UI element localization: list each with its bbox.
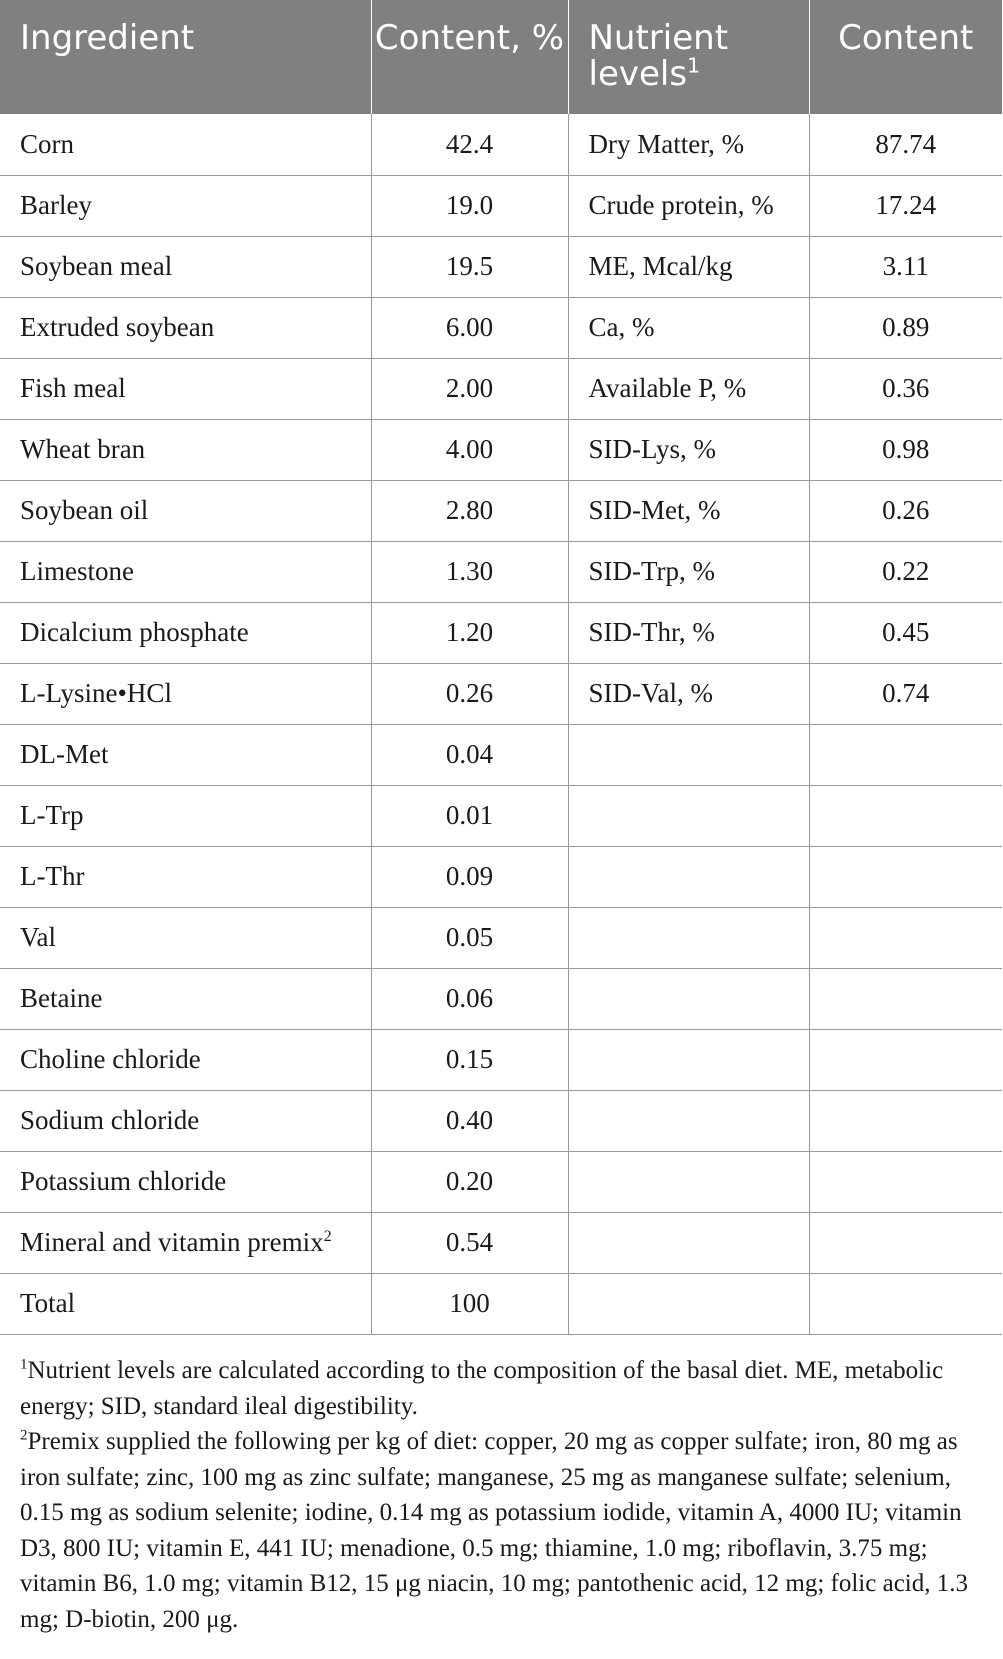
cell-content-percent: 0.20 — [371, 1151, 568, 1212]
cell-ingredient: Potassium chloride — [0, 1151, 371, 1212]
table-row — [0, 114, 1002, 175]
table-row — [0, 1029, 1002, 1090]
header-nutrient-levels: Nutrient levels$^1$ — [568, 0, 809, 114]
table-row — [0, 846, 1002, 907]
cell-ingredient: DL-Met — [0, 724, 371, 785]
footnote-mark: 2 — [20, 1427, 28, 1444]
cell-nutrient — [568, 907, 809, 968]
table-row — [0, 541, 1002, 602]
header-content: Content — [809, 0, 1002, 114]
cell-content-percent: 6.00 — [371, 297, 568, 358]
cell-ingredient: Corn — [0, 114, 371, 175]
cell-nutrient — [568, 785, 809, 846]
cell-nutrient — [568, 968, 809, 1029]
cell-nutrient-content — [809, 785, 1002, 846]
cell-content-percent: 1.20 — [371, 602, 568, 663]
cell-content-percent: 0.04 — [371, 724, 568, 785]
footnote-text: Nutrient levels are calculated according to the composition of the basal diet. ME, metabolic energy; SID, standard ileal digestibility. — [20, 1357, 944, 1420]
cell-nutrient-content: 0.45 — [809, 602, 1002, 663]
cell-content-percent: 1.30 — [371, 541, 568, 602]
cell-content-percent: 19.5 — [371, 236, 568, 297]
table-row — [0, 602, 1002, 663]
cell-nutrient — [568, 1090, 809, 1151]
cell-content-percent: 42.4 — [371, 114, 568, 175]
cell-nutrient-content: 0.98 — [809, 419, 1002, 480]
cell-content-percent: 0.06 — [371, 968, 568, 1029]
cell-nutrient: Ca, % — [568, 297, 809, 358]
cell-nutrient — [568, 724, 809, 785]
cell-nutrient: ME, Mcal/kg — [568, 236, 809, 297]
cell-content-percent: 0.26 — [371, 663, 568, 724]
header-row — [0, 0, 1002, 114]
cell-content-percent: 4.00 — [371, 419, 568, 480]
cell-nutrient-content — [809, 907, 1002, 968]
cell-ingredient: Barley — [0, 175, 371, 236]
cell-ingredient: Limestone — [0, 541, 371, 602]
cell-content-percent: 0.01 — [371, 785, 568, 846]
cell-nutrient-content — [809, 846, 1002, 907]
cell-nutrient — [568, 1212, 809, 1273]
cell-ingredient: L-Thr — [0, 846, 371, 907]
table-row — [0, 358, 1002, 419]
cell-ingredient: Total — [0, 1273, 371, 1334]
cell-content-percent: 100 — [371, 1273, 568, 1334]
cell-nutrient: Available P, % — [568, 358, 809, 419]
cell-nutrient: SID-Lys, % — [568, 419, 809, 480]
cell-nutrient-content — [809, 1029, 1002, 1090]
cell-content-percent: 0.54 — [371, 1212, 568, 1273]
table-row — [0, 1212, 1002, 1273]
cell-content-percent: 0.05 — [371, 907, 568, 968]
cell-ingredient: Choline chloride — [0, 1029, 371, 1090]
cell-nutrient-content — [809, 1273, 1002, 1334]
table-row — [0, 1273, 1002, 1334]
cell-nutrient — [568, 1151, 809, 1212]
table-row — [0, 907, 1002, 968]
cell-ingredient: Wheat bran — [0, 419, 371, 480]
cell-content-percent: 0.09 — [371, 846, 568, 907]
cell-ingredient: Soybean meal — [0, 236, 371, 297]
table-row — [0, 419, 1002, 480]
cell-nutrient: SID-Thr, % — [568, 602, 809, 663]
cell-nutrient: Dry Matter, % — [568, 114, 809, 175]
cell-content-percent: 0.15 — [371, 1029, 568, 1090]
table-row — [0, 785, 1002, 846]
cell-nutrient — [568, 1029, 809, 1090]
cell-nutrient-content: 0.36 — [809, 358, 1002, 419]
cell-ingredient: L-Trp — [0, 785, 371, 846]
cell-content-percent: 0.40 — [371, 1090, 568, 1151]
cell-nutrient — [568, 1273, 809, 1334]
table-footnotes — [20, 1353, 1000, 1637]
cell-nutrient-content — [809, 968, 1002, 1029]
table-row — [0, 968, 1002, 1029]
cell-ingredient: Dicalcium phosphate — [0, 602, 371, 663]
cell-ingredient: L-Lysine•HCl — [0, 663, 371, 724]
footnote-1 — [20, 1353, 1000, 1424]
cell-nutrient: Crude protein, % — [568, 175, 809, 236]
cell-content-percent: 2.00 — [371, 358, 568, 419]
cell-ingredient: Soybean oil — [0, 480, 371, 541]
table-row — [0, 480, 1002, 541]
cell-content-percent: 2.80 — [371, 480, 568, 541]
header-content-percent: Content, % — [371, 0, 568, 114]
cell-nutrient: SID-Trp, % — [568, 541, 809, 602]
cell-nutrient-content — [809, 724, 1002, 785]
cell-nutrient-content — [809, 1090, 1002, 1151]
cell-ingredient: Betaine — [0, 968, 371, 1029]
footnote-mark: 1 — [20, 1356, 28, 1373]
cell-ingredient: Mineral and vitamin premix$^2$ — [0, 1212, 371, 1273]
cell-nutrient-content: 3.11 — [809, 236, 1002, 297]
footnote-2 — [20, 1424, 1000, 1637]
table-row — [0, 1151, 1002, 1212]
cell-nutrient: SID-Met, % — [568, 480, 809, 541]
cell-nutrient: SID-Val, % — [568, 663, 809, 724]
footnote-mark: 1 — [687, 53, 701, 78]
table-row — [0, 175, 1002, 236]
table-row — [0, 297, 1002, 358]
cell-nutrient-content: 0.22 — [809, 541, 1002, 602]
cell-ingredient: Fish meal — [0, 358, 371, 419]
cell-nutrient — [568, 846, 809, 907]
cell-nutrient-content: 87.74 — [809, 114, 1002, 175]
table-row — [0, 236, 1002, 297]
table-row — [0, 663, 1002, 724]
cell-ingredient: Sodium chloride — [0, 1090, 371, 1151]
cell-nutrient-content: 0.26 — [809, 480, 1002, 541]
cell-ingredient: Val — [0, 907, 371, 968]
cell-content-percent: 19.0 — [371, 175, 568, 236]
header-ingredient: Ingredient — [0, 0, 371, 114]
footnote-mark: 2 — [323, 1227, 332, 1245]
cell-nutrient-content: 0.74 — [809, 663, 1002, 724]
table-row — [0, 724, 1002, 785]
cell-nutrient-content — [809, 1151, 1002, 1212]
cell-ingredient: Extruded soybean — [0, 297, 371, 358]
footnote-text: Premix supplied the following per kg of diet: copper, 20 mg as copper sulfate; iron, 80 mg as iron sulfate; zinc, 100 mg as zinc sulfate; manganese, 25 mg as manganese sulfate; selenium, 0.15 mg as sodium selenite; iodine, 0.14 mg as potassium iodide, vitamin A, 4000 IU; vitamin D3, 800 IU; vitamin E, 441 IU; menadione, 0.5 mg; thiamine, 1.0 mg; riboflavin, 3.75 mg; vitamin B6, 1.0 mg; vitamin B12, 15 μg niacin, 10 mg; pantothenic acid, 12 mg; folic acid, 1.3 mg; D-biotin, 200 μg. — [20, 1428, 968, 1633]
cell-nutrient-content: 17.24 — [809, 175, 1002, 236]
table-row — [0, 1090, 1002, 1151]
cell-nutrient-content — [809, 1212, 1002, 1273]
cell-nutrient-content: 0.89 — [809, 297, 1002, 358]
